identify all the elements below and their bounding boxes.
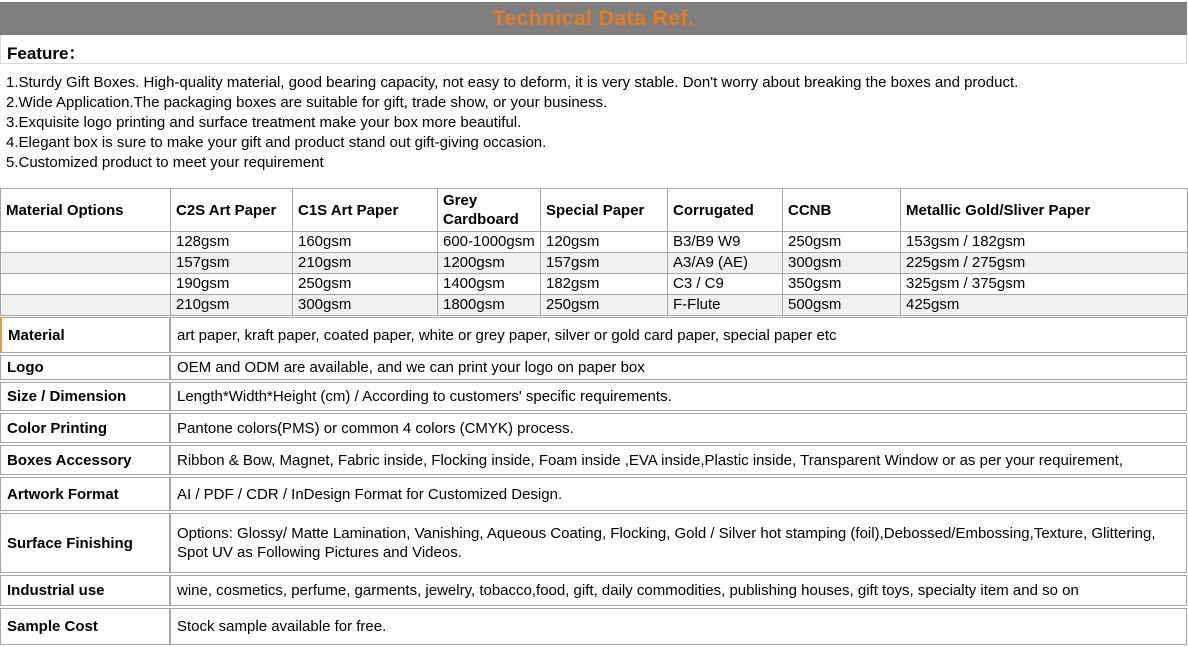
materials-cell: 250gsm (783, 232, 901, 253)
feature-item: 3.Exquisite logo printing and surface treatment make your box more beautiful. (6, 114, 522, 131)
technical-data-page (0, 2, 1187, 635)
spec-row-artwork-format (0, 477, 1187, 511)
col-header-material-options: Material Options (1, 189, 171, 232)
materials-cell: 210gsm (171, 295, 293, 316)
page-title: Technical Data Ref. (0, 2, 1187, 35)
spec-row-material (0, 317, 1187, 353)
col-header-metallic-paper: Metallic Gold/Sliver Paper (901, 189, 1188, 232)
materials-cell: 300gsm (293, 295, 438, 316)
spec-label: Size / Dimension (0, 382, 170, 411)
spec-value: Ribbon & Bow, Magnet, Fabric inside, Flocking inside, Foam inside ,EVA inside,Plastic inside, Transparent Window or as per your requirement, (170, 445, 1187, 475)
materials-cell: 120gsm (541, 232, 668, 253)
materials-cell: 325gsm / 375gsm (901, 274, 1188, 295)
spec-label: Artwork Format (0, 477, 170, 511)
materials-cell: 1400gsm (438, 274, 541, 295)
spec-label: Boxes Accessory (0, 445, 170, 475)
spec-label: Color Printing (0, 413, 170, 443)
feature-item: 4.Elegant box is sure to make your gift and product stand out gift-giving occasion. (6, 134, 547, 151)
spec-value: Pantone colors(PMS) or common 4 colors (CMYK) process. (170, 413, 1187, 443)
col-header-c1s-art-paper: C1S Art Paper (293, 189, 438, 232)
spec-value: Stock sample available for free. (170, 608, 1187, 645)
spec-value: AI / PDF / CDR / InDesign Format for Customized Design. (170, 477, 1187, 511)
spec-row-boxes-accessory (0, 445, 1187, 475)
materials-cell: 190gsm (171, 274, 293, 295)
materials-row (1, 295, 1188, 316)
spec-value: Options: Glossy/ Matte Lamination, Vanishing, Aqueous Coating, Flocking, Gold / Silver hot stamping (foil),Debossed/Embossing,Texture, Glittering, Spot UV as Following Pictures and Videos. (170, 513, 1187, 573)
materials-row (1, 274, 1188, 295)
spec-row-color-printing (0, 413, 1187, 443)
materials-cell: 157gsm (541, 253, 668, 274)
materials-cell: 250gsm (293, 274, 438, 295)
spec-label: Surface Finishing (0, 513, 170, 573)
spec-value: wine, cosmetics, perfume, garments, jewelry, tobacco,food, gift, daily commodities, publishing houses, gift toys, specialty item and so on (170, 575, 1187, 606)
spec-label: Sample Cost (0, 608, 170, 645)
materials-cell: 153gsm / 182gsm (901, 232, 1188, 253)
materials-cell (1, 274, 171, 295)
materials-cell: A3/A9 (AE) (668, 253, 783, 274)
materials-cell: 350gsm (783, 274, 901, 295)
spec-value: Length*Width*Height (cm) / According to customers' specific requirements. (170, 382, 1187, 411)
col-header-ccnb: CCNB (783, 189, 901, 232)
spec-value: art paper, kraft paper, coated paper, white or grey paper, silver or gold card paper, special paper etc (170, 317, 1187, 353)
material-options-table (0, 188, 1188, 316)
materials-cell (1, 232, 171, 253)
materials-cell: F-Flute (668, 295, 783, 316)
spec-row-sample-cost (0, 608, 1187, 645)
materials-cell: 250gsm (541, 295, 668, 316)
feature-heading: Feature： (0, 35, 1187, 64)
materials-cell: 1200gsm (438, 253, 541, 274)
materials-cell: 500gsm (783, 295, 901, 316)
spec-table (0, 315, 1187, 647)
spec-row-industrial-use (0, 575, 1187, 606)
materials-cell: 225gsm / 275gsm (901, 253, 1188, 274)
spec-row-surface-finishing (0, 513, 1187, 573)
materials-cell: 182gsm (541, 274, 668, 295)
feature-list (0, 64, 1187, 173)
materials-cell: C3 / C9 (668, 274, 783, 295)
materials-cell: 160gsm (293, 232, 438, 253)
materials-cell: B3/B9 W9 (668, 232, 783, 253)
materials-cell: 425gsm (901, 295, 1188, 316)
spec-label: Material (0, 317, 170, 353)
materials-row (1, 232, 1188, 253)
materials-cell (1, 253, 171, 274)
materials-cell: 300gsm (783, 253, 901, 274)
materials-cell: 600-1000gsm (438, 232, 541, 253)
materials-cell: 210gsm (293, 253, 438, 274)
feature-item: 5.Customized product to meet your requirement (6, 154, 324, 171)
feature-item: 2.Wide Application.The packaging boxes are suitable for gift, trade show, or your business. (6, 94, 608, 111)
col-header-corrugated: Corrugated (668, 189, 783, 232)
col-header-c2s-art-paper: C2S Art Paper (171, 189, 293, 232)
spec-value: OEM and ODM are available, and we can print your logo on paper box (170, 355, 1187, 380)
materials-cell: 128gsm (171, 232, 293, 253)
col-header-grey-cardboard: Grey Cardboard (438, 189, 541, 232)
materials-header-row (1, 189, 1188, 232)
materials-cell: 157gsm (171, 253, 293, 274)
spec-row-size-dimension (0, 382, 1187, 411)
spec-label: Logo (0, 355, 170, 380)
materials-row (1, 253, 1188, 274)
spec-label: Industrial use (0, 575, 170, 606)
materials-cell: 1800gsm (438, 295, 541, 316)
materials-cell (1, 295, 171, 316)
col-header-special-paper: Special Paper (541, 189, 668, 232)
feature-item: 1.Sturdy Gift Boxes. High-quality material, good bearing capacity, not easy to deform, it is very stable. Don't worry about breaking the boxes and product. (6, 74, 1019, 91)
spec-row-logo (0, 355, 1187, 380)
